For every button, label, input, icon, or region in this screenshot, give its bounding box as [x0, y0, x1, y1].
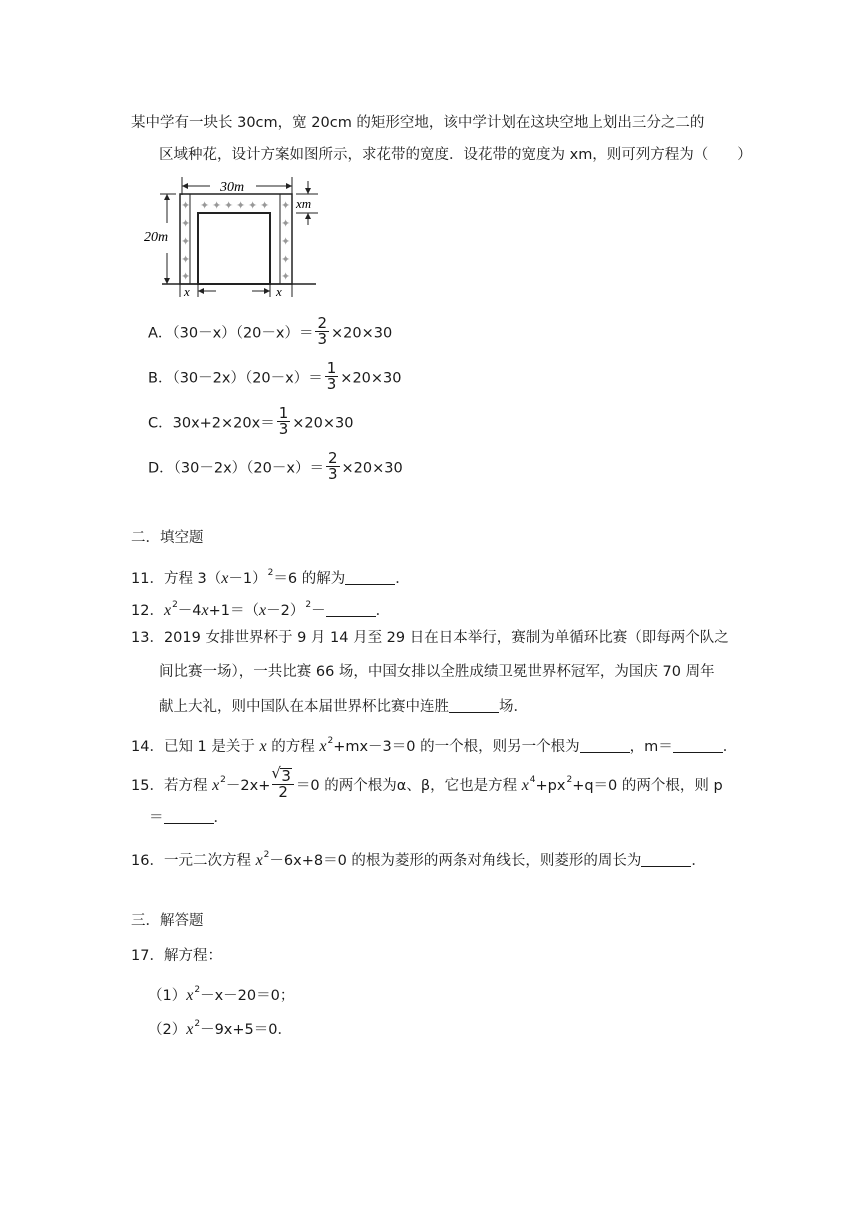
option-b[interactable] [148, 359, 402, 394]
section-fill-in-title: 二．填空题 [131, 530, 204, 546]
svg-text:✦: ✦ [181, 236, 191, 248]
option-a-post: ×20×30 [331, 325, 393, 342]
q13-line3: 献上大礼，则中国队在本届世界杯比赛中连胜 场． [159, 699, 528, 715]
svg-text:✦: ✦ [212, 200, 222, 212]
answer-blank[interactable] [326, 602, 376, 617]
option-d-post: ×20×30 [341, 460, 403, 477]
svg-text:✦: ✦ [181, 271, 191, 283]
answer-blank[interactable] [345, 570, 395, 585]
option-a[interactable] [148, 314, 393, 349]
svg-text:✦: ✦ [281, 236, 291, 248]
option-c[interactable] [148, 404, 354, 439]
svg-text:✦: ✦ [281, 218, 291, 230]
q15: 15．若方程 $x^2-2x+$ √ $\frac{3}{2}$ ＝0 的两个根为α、β，它也是方程 $x^4+px^2+q=0$ 的两个根，则 p [131, 770, 723, 802]
fraction: $\frac{2}{3}$ [317, 314, 328, 348]
svg-text:✦: ✦ [224, 200, 234, 212]
bottom-left-label: x [184, 284, 190, 299]
q17-title: 17．解方程： [131, 948, 222, 964]
top-length-label: 30m [220, 180, 245, 195]
svg-text:✦: ✦ [236, 200, 246, 212]
q13-line2: 间比赛一场），一共比赛 66 场，中国女排以全胜成绩卫冕世界杯冠军，为国庆 70 周年 [159, 664, 715, 680]
side-length-label: 20m [144, 230, 169, 245]
answer-blank[interactable] [641, 852, 691, 867]
flower-bed-diagram [144, 175, 320, 300]
svg-text:✦: ✦ [281, 200, 291, 212]
section-answer-title: 三．解答题 [131, 913, 204, 929]
q10-line2: 区域种花，设计方案如图所示，求花带的宽度．设花带的宽度为 xm，则可列方程为（ ） [159, 147, 752, 163]
svg-text:✦: ✦ [281, 254, 291, 266]
fraction: √ $\frac{3}{2}$ [272, 768, 294, 800]
q12: 12．$x^2-4x+1=(x-2)^2-$ ． [131, 600, 391, 619]
answer-blank[interactable] [673, 738, 723, 753]
answer-blank[interactable] [164, 809, 214, 824]
answer-blank[interactable] [580, 738, 630, 753]
q10-line1: 某中学有一块长 30cm，宽 20cm 的矩形空地，该中学计划在这块空地上划出三分之二的 [131, 115, 705, 131]
bottom-right-label: x [276, 284, 282, 299]
svg-text:✦: ✦ [200, 200, 210, 212]
svg-text:✦: ✦ [181, 200, 191, 212]
option-c-post: ×20×30 [292, 415, 354, 432]
q17-part1: $(1)x^2-x-20=0$； [148, 985, 295, 1004]
option-b-post: ×20×30 [340, 370, 402, 387]
q17-part2: $(2)x^2-9x+5=0$． [148, 1019, 292, 1038]
fraction: $\frac{1}{3}$ [326, 359, 337, 393]
option-d[interactable] [148, 449, 403, 484]
option-c-pre: C．30x+2×20x＝ [148, 415, 275, 432]
fraction: $\frac{2}{3}$ [327, 449, 338, 483]
answer-blank[interactable] [449, 698, 499, 713]
option-d-pre: D．（30－2x）（20－x）＝ [148, 460, 324, 477]
strip-width-label: xm [296, 196, 312, 211]
option-b-pre: B．（30－2x）（20－x）＝ [148, 370, 323, 387]
svg-text:✦: ✦ [260, 200, 270, 212]
q13-line1: 13．2019 女排世界杯于 9 月 14 月至 29 日在日本举行，赛制为单循环比赛（即每两个队之 [131, 630, 729, 646]
fraction: $\frac{1}{3}$ [278, 404, 289, 438]
svg-text:✦: ✦ [281, 271, 291, 283]
q16: 16．一元二次方程 $x^2-6x+8=0$ 的根为菱形的两条对角线长，则菱形的周长为 ． [131, 850, 706, 869]
svg-text:✦: ✦ [181, 218, 191, 230]
option-a-pre: A．（30－x）（20－x）＝ [148, 325, 314, 342]
q14: 14．已知 1 是关于 x 的方程 $x^2+mx-3=0$ 的一个根，则另一个根为 ，m＝ ． [131, 736, 738, 755]
svg-text:✦: ✦ [181, 254, 191, 266]
svg-text:✦: ✦ [248, 200, 258, 212]
q11: 11．方程 $3(x-1)^2=6$ 的解为 ． [131, 568, 410, 587]
q15-line2: ＝ ． [149, 810, 228, 826]
